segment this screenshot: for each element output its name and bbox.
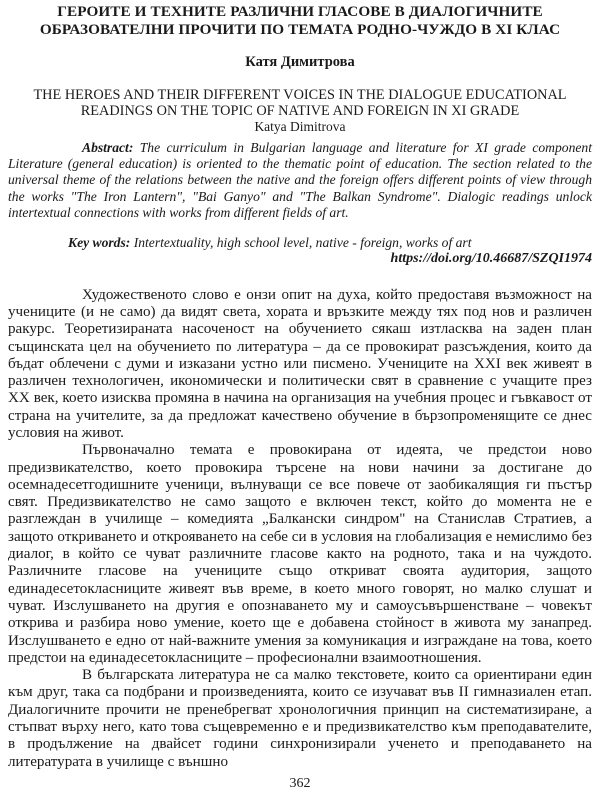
author-bulgarian: Катя Димитрова [245,54,355,70]
abstract-text: The curriculum in Bulgarian language and literature for XI grade component Literature (general education) is oriented to the thematic point of education. The section related to the universal theme of the relations between the native and the foreign offers different points of view through the works "The Iron Lantern", "Bai Ganyo" and "The Balkan Syndrome". Dialogic readings unlock intertextual connections with works from different fields of art. [8,140,592,220]
paper-page [8,0,592,771]
doi-link[interactable]: https://doi.org/10.46687/SZQI1974 [390,250,592,266]
keywords-label: Key words: [68,234,131,250]
abstract [8,140,592,221]
body-paragraph: Първоначално темата е провокирана от идеята, че предстои ново предизвикателство, което провокира търсене на нови начини за достигане до осемнадесетгодишните ученици, вълнуващи се все повече от заобикалящия ги пъстър свят. Предизвикателство не само защото е включен текст, който до момента не е разглеждан в училище – комедията „Балкански синдром" на Станислав Стратиев, а защото откриването и открояването на себе си в условия на глобализация е немислимо без диалог, в който се чуват различните гласове както на родното, така и на чуждото. Различните гласове на учениците също откриват своята аудитория, защото единадесетокласниците живеят във време, в което много говорят, но малко слушат и чуват. Изслушването на другия е опознаването му и самоусъвършенстване – човекът открива и разбира ново умение, което ще е добавена стойност в живота му занапред. Изслушването е едно от най-важните умения за комуникация и изграждане на това, което предстои на единадесетокласниците – професионални взаимоотношения. [8,442,592,666]
title-bulgarian: ГЕРОИТЕ И ТЕХНИТЕ РАЗЛИЧНИ ГЛАСОВЕ В ДИАЛОГИЧНИТЕ ОБРАЗОВАТЕЛНИ ПРОЧИТИ ПО ТЕМАТА РОДНО-ЧУЖДО В XI КЛАС [39,3,561,38]
keywords-text: Intertextuality, high school level, native - foreign, works of art [130,234,472,250]
doi [8,251,592,267]
abstract-label: Abstract: [82,140,134,155]
keywords [8,235,592,251]
body-text [8,287,592,771]
body-paragraph: В българската литература не са малко текстовете, които са ориентирани един към друг, така са подбрани и произведенията, които се изучават във II гимназиален етап. Диалогичните прочити не пренебрегват хронологичния принцип на систематизиране, а стъпват върху него, като това същевременно е и предизвикателство към преподавателите, в продължение на двайсет години синхронизирали ученето и преподаването на литературата в училище с външно [8,667,592,770]
title-english: THE HEROES AND THEIR DIFFERENT VOICES IN THE DIALOGUE EDUCATIONAL READINGS ON THE TOPIC OF NATIVE AND FOREIGN IN XI GRADE [33,87,567,119]
author-english: Katya Dimitrova [254,119,346,134]
page-number: 362 [289,776,311,791]
body-paragraph: Художественото слово е онзи опит на духа, който предоставя възможност на учениците (и не само) да видят света, хората и връзките между тях под нов и различен ракурс. Теоретизираната насоченост на обучението сякаш изтласква на заден план същинската цел на обучението по литература – да се провокират разсъждения, които да бъдат облечени с думи и изказани устно или писмено. Учениците на XXI век живеят в различен технологичен, икономически и политически свят в сравнение с учащите през XX век, което изисква промяна в начина на организация на учебния процес и гъвкавост от страна на учителите, за да предложат качествено обучение в бързопроменящите се днес условия на живот. [8,286,592,441]
